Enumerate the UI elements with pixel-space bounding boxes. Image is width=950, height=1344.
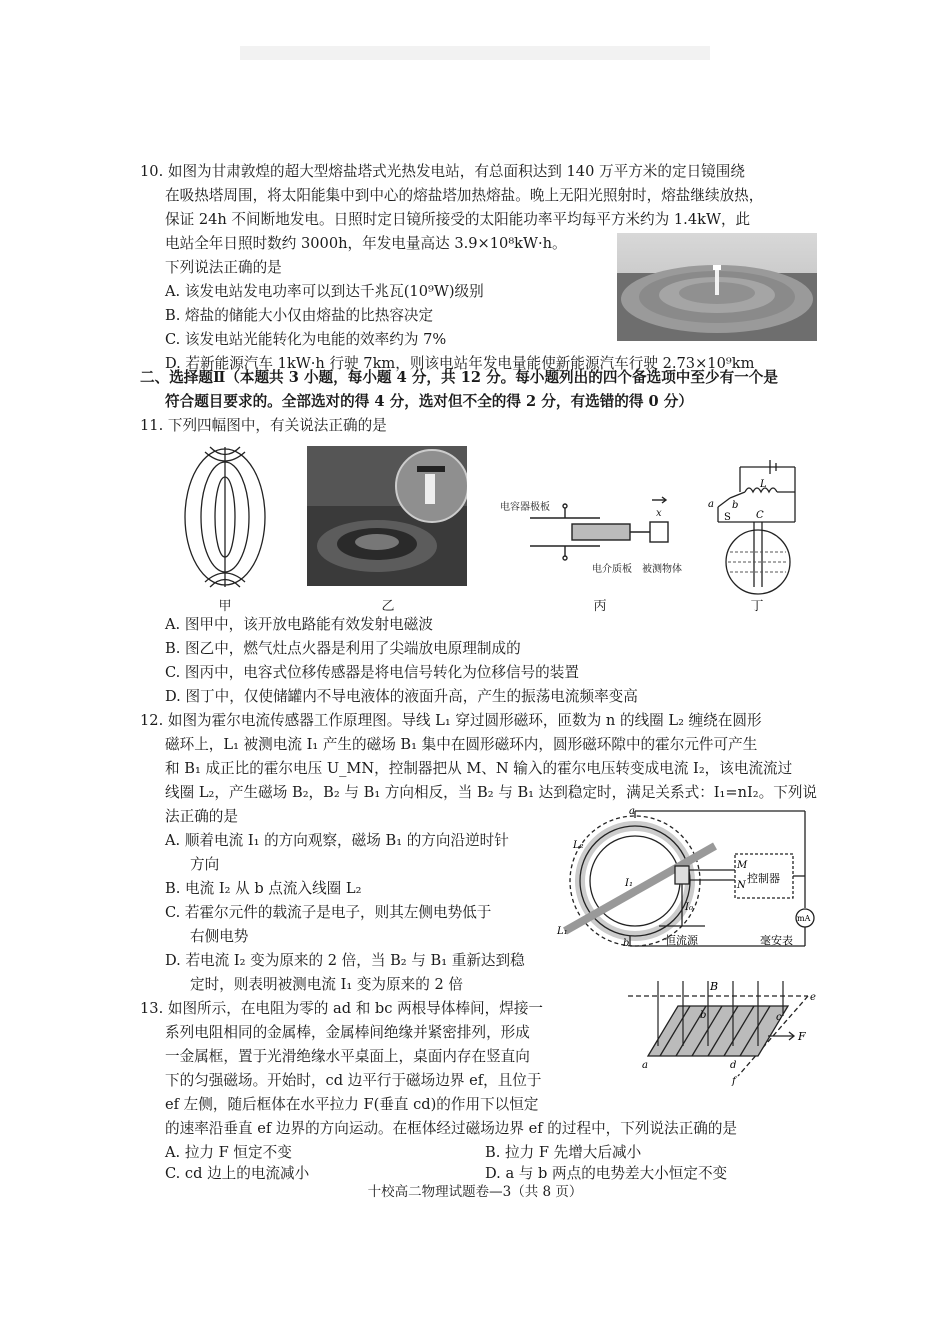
page-footer: 十校高二物理试题卷—3（共 8 页）	[367, 1184, 583, 1200]
q12-option-d-cont: 定时，则表明被测电流 I₁ 变为原来的 2 倍	[190, 976, 463, 993]
q13-line-1: 13. 如图所示，在电阻为零的 ad 和 bc 两根导体棒间，焊接一	[140, 1000, 544, 1017]
q10-option-b: B. 熔盐的储能大小仅由熔盐的比热容决定	[165, 307, 434, 324]
fig-hall-sensor	[555, 806, 825, 956]
fig-bing-capacitor-sensor	[500, 488, 700, 578]
q12-line-2: 磁环上，L₁ 被测电流 I₁ 产生的磁场 B₁ 集中在圆形磁环内，圆形磁环隙中的霍尔元件可产生	[165, 736, 758, 753]
ding-label-l: L	[760, 479, 767, 490]
caption-bing: 丙	[593, 599, 607, 614]
caption-jia: 甲	[218, 599, 232, 614]
bing-label-plate: 电容器极板	[500, 502, 550, 513]
fig-jia-field-lines	[170, 442, 280, 592]
scan-band	[240, 46, 710, 60]
section2-heading-2: 符合题目要求的。全部选对的得 4 分，选对但不全的得 2 分，有选错的得 0 分）	[165, 393, 693, 410]
q13-line-4: 下的匀强磁场。开始时，cd 边平行于磁场边界 ef，且位于	[165, 1072, 542, 1089]
q10-option-d: D. 若新能源汽车 1kW·h 行驶 7km，则该电站年发电量能使新能源汽车行驶 2.73×10⁹km	[165, 355, 755, 372]
q13-line-3: 一金属框，置于光滑绝缘水平桌面上，桌面内存在竖直向	[165, 1048, 530, 1065]
hall-label-a: a	[629, 806, 635, 817]
q10-line-1: 10. 如图为甘肃敦煌的超大型熔盐塔式光热发电站，有总面积达到 140 万平方米的定日镜围绕	[140, 163, 745, 180]
hall-label-ma: mA	[797, 914, 811, 923]
q10-line-4: 电站全年日照时数约 3000h，年发电量高达 3.9×10⁸kW·h。	[165, 235, 567, 252]
bing-label-dielectric: 电介质板	[592, 564, 632, 575]
fig-ding-lc-tank	[700, 452, 810, 597]
frame-label-e: e	[810, 992, 816, 1003]
hall-label-i0: I₀	[685, 902, 693, 913]
q12-option-c-cont: 右侧电势	[190, 928, 249, 945]
q13-line-2: 系列电阻相同的金属棒，金属棒间绝缘并紧密排列，形成	[165, 1024, 530, 1041]
solar-plant-photo	[617, 233, 817, 341]
frame-label-force: F	[798, 1030, 806, 1043]
q10-option-c: C. 该发电站光能转化为电能的效率约为 7%	[165, 331, 447, 348]
q13-option-b: B. 拉力 F 先增大后减小	[485, 1144, 642, 1161]
q10-option-a: A. 该发电站发电功率可以到达千兆瓦(10⁹W)级别	[165, 283, 484, 300]
q12-line-4: 线圈 L₂，产生磁场 B₂，B₂ 与 B₁ 方向相反，当 B₂ 与 B₁ 达到稳定时，满足关系式：I₁=nI₂。下列说	[165, 784, 818, 801]
q11-stem: 11. 下列四幅图中，有关说法正确的是	[140, 417, 387, 434]
q12-option-d: D. 若电流 I₂ 变为原来的 2 倍，当 B₂ 与 B₁ 重新达到稳	[165, 952, 525, 969]
q13-option-d: D. a 与 b 两点的电势差大小恒定不变	[485, 1165, 728, 1182]
bing-label-object: 被测物体	[642, 564, 682, 575]
hall-label-m: M	[737, 860, 748, 871]
ding-label-a: a	[708, 499, 714, 510]
q11-option-d: D. 图丁中，仅使储罐内不导电液体的液面升高，产生的振荡电流频率变高	[165, 688, 638, 705]
q13-option-c: C. cd 边上的电流减小	[165, 1165, 310, 1182]
frame-label-b-field: B	[710, 980, 719, 993]
q12-option-c: C. 若霍尔元件的载流子是电子，则其左侧电势低于	[165, 904, 492, 921]
caption-ding: 丁	[750, 599, 764, 614]
frame-label-b: b	[700, 1010, 707, 1021]
q10-line-3: 保证 24h 不间断地发电。日照时定日镜所接受的太阳能功率平均每平方米约为 1.4kW，此	[165, 211, 751, 228]
q12-line-3: 和 B₁ 成正比的霍尔电压 U_MN，控制器把从 M、N 输入的霍尔电压转变成电流 I₂，该电流流过	[165, 760, 793, 777]
fig-metal-frame-field	[618, 976, 828, 1086]
q10-line-2: 在吸热塔周围，将太阳能集中到中心的熔盐塔加热熔盐。晚上无阳光照射时，熔盐继续放热，	[165, 187, 764, 204]
q11-option-a: A. 图甲中，该开放电路能有效发射电磁波	[165, 616, 433, 633]
hall-label-i1: I₁	[625, 878, 633, 889]
frame-label-c: c	[776, 1012, 782, 1023]
q12-option-a: A. 顺着电流 I₁ 的方向观察，磁场 B₁ 的方向沿逆时针	[165, 832, 509, 849]
q12-line-1: 12. 如图为霍尔电流传感器工作原理图。导线 L₁ 穿过圆形磁环，匝数为 n 的线圈 L₂ 缠绕在圆形	[140, 712, 762, 729]
ding-label-s: S	[724, 512, 731, 523]
caption-yi: 乙	[381, 599, 395, 614]
hall-label-n: N	[737, 880, 746, 891]
hall-label-controller: 控制器	[747, 872, 780, 885]
q10-line-5: 下列说法正确的是	[165, 259, 282, 276]
q11-option-b: B. 图乙中，燃气灶点火器是利用了尖端放电原理制成的	[165, 640, 521, 657]
q13-line-6: 的速率沿垂直 ef 边界的方向运动。在框体经过磁场边界 ef 的过程中，下列说法正确的是	[165, 1120, 738, 1137]
hall-label-l2: L₂	[573, 840, 584, 851]
hall-label-b: b	[623, 938, 630, 949]
ding-label-b: b	[732, 500, 739, 511]
hall-label-current-source: 恒流源	[665, 934, 698, 947]
q12-option-b: B. 电流 I₂ 从 b 点流入线圈 L₂	[165, 880, 362, 897]
fig-yi-stove-photo	[307, 446, 467, 586]
frame-label-d: d	[730, 1060, 737, 1071]
q11-option-c: C. 图丙中，电容式位移传感器是将电信号转化为位移信号的装置	[165, 664, 579, 681]
frame-label-f: f	[732, 1076, 736, 1086]
ding-label-c: C	[756, 510, 764, 521]
q13-line-5: ef 左侧，随后框体在水平拉力 F(垂直 cd)的作用下以恒定	[165, 1096, 539, 1113]
section2-heading-1: 二、选择题Ⅱ（本题共 3 小题，每小题 4 分，共 12 分。每小题列出的四个备选项中至少有一个是	[140, 369, 778, 386]
q12-option-a-cont: 方向	[190, 856, 220, 873]
q13-option-a: A. 拉力 F 恒定不变	[165, 1144, 292, 1161]
q12-line-5: 法正确的是	[165, 808, 238, 825]
hall-label-l1: L₁	[557, 926, 568, 937]
bing-label-x: x	[656, 508, 662, 519]
frame-label-a: a	[642, 1060, 648, 1071]
hall-label-milliammeter: 毫安表	[760, 934, 793, 947]
